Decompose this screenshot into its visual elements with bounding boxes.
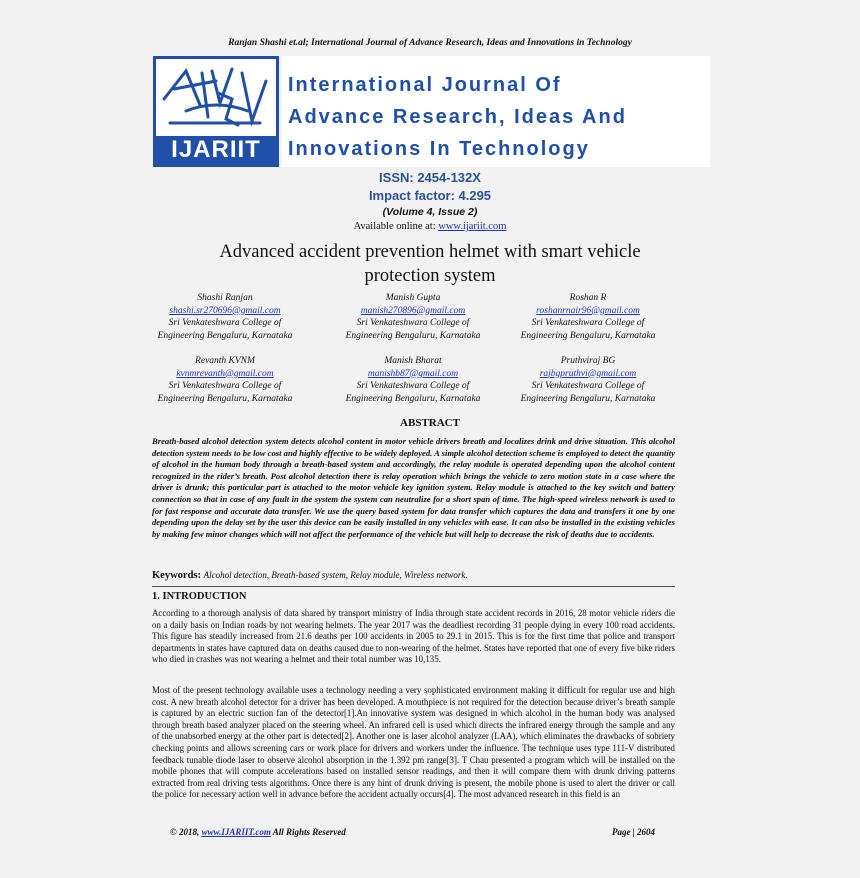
author-email[interactable]: rajbgpruthvi@gmail.com [539, 368, 637, 379]
author-affiliation: Sri Venkateshwara College of [531, 381, 645, 391]
copyright-suffix: All Rights Reserved [270, 827, 346, 837]
author-affiliation-location: Engineering Bengaluru, Karnataka [345, 330, 481, 341]
logo-emblem-icon [156, 59, 276, 137]
abstract-text: Breath-based alcohol detection system detects alcohol content in motor vehicle drivers breath and localizes drink and drive situation. This alcohol detection system needs to be low cost and highly effective to be widely deployed. A simple alcohol detection scheme is employed to detect the quantity of alcohol in the human body through a breath-based system and accordingly, the relay module is operated depending upon the alcohol content recognized in the rider’s breath. Post alcohol detection there is relay operation which brings the vehicle to zero motion state in a case where the driver is drunk; this particular part is attached to the motor vehicle key ignition system. Relay module is attached to the key switch and battery connection so that in case of any fault in the system the system can neutralize for a short span of time. The high-speed wireless network is used to for fast response and accurate data transfer. We use the query based system for data transfer which captures the data and transfers it one by one depending upon the delay set by the user this device can be easily installed in any vehicles with ease. It can also be installed in the existing vehicles by making few minor changes which will not affect the performance of the vehicle but will help to decrease the risk of deaths due to accidents. [152, 436, 675, 539]
author-email[interactable]: shashi.sr270696@gmail.com [169, 305, 281, 316]
author-name: Pruthviraj BG [560, 356, 616, 366]
intro-paragraph-2: Most of the present technology available uses a technology needing a very sophisticated environment making it difficult for regular use and high cost. A new breath alcohol detector for a driver has been developed. A mouthpiece is not required for the detection because driver’s breath sample is captured by an electric suction fan of the detector[1].An innovative system was designed in which alcohol in the human body was analysed through breath based analyzer placed on the steering wheel. An infrared cell is used which directs the infrared energy through the sample and any of the unabsorbed energy at the other part is detected[2]. Another one is laser alcohol analyzer (LAA), which eliminates the drawbacks of sobriety checking points and allows screening cars or work place for drivers and workers under the influence. The technique uses type 111-V distributed feedback tunable diode laser to observe alcohol absorption in the 1.392 pm range[3]. T Chau presented a program which will be installed on the mobile phones that will compute accelerations based on installed sensor readings, and then it will compare them with drunk driving patterns extracted from real driving tests algorithms. Once there is any hint of drunk driving is present, the mobile phone is used to alert the driver or call the police for necessary action well in advance before the accident actually occurs[4]. The most advanced research in this field is an [152, 685, 675, 800]
page-number: Page | 2604 [612, 827, 655, 837]
author-email[interactable]: roshanrnair96@gmail.com [536, 305, 640, 316]
available-online [0, 221, 860, 232]
author-block [498, 355, 678, 405]
author-name: Manish Gupta [385, 293, 441, 303]
author-email[interactable]: manish270896@gmail.com [360, 305, 466, 316]
author-affiliation: Sri Venkateshwara College of [531, 318, 645, 328]
copyright-prefix: © 2018, [170, 827, 202, 837]
author-email[interactable]: manishb87@gmail.com [367, 368, 459, 379]
author-affiliation: Sri Venkateshwara College of [168, 318, 282, 328]
footer-copyright [170, 827, 346, 837]
author-affiliation-location: Engineering Bengaluru, Karnataka [520, 330, 656, 341]
author-block [498, 292, 678, 342]
author-affiliation-location: Engineering Bengaluru, Karnataka [157, 393, 293, 404]
author-affiliation-location: Engineering Bengaluru, Karnataka [520, 393, 656, 404]
author-block [135, 292, 315, 342]
logo-text: IJARIIT [156, 136, 276, 164]
journal-logo [153, 56, 279, 167]
title-line-1: Advanced accident prevention helmet with smart vehicle [219, 242, 641, 262]
keywords-label: Keywords: [152, 570, 201, 581]
abstract-heading: ABSTRACT [400, 417, 460, 429]
keywords-text: Alcohol detection, Breath-based system, Relay module, Wireless network. [203, 570, 468, 580]
running-head: Ranjan Shashi et.al; International Journal of Advance Research, Ideas and Innovations in Technology [228, 38, 632, 48]
author-block [135, 355, 315, 405]
author-affiliation-location: Engineering Bengaluru, Karnataka [345, 393, 481, 404]
footer-website-link[interactable]: www.IJARIIT.com [201, 827, 271, 837]
author-block [323, 355, 503, 405]
keywords [152, 570, 675, 581]
impact-factor: Impact factor: 4.295 [368, 188, 492, 203]
author-affiliation-location: Engineering Bengaluru, Karnataka [157, 330, 293, 341]
author-name: Revanth KVNM [195, 356, 255, 366]
author-affiliation: Sri Venkateshwara College of [356, 318, 470, 328]
journal-masthead [282, 56, 710, 167]
masthead-line-2: Advance Research, Ideas And [288, 106, 627, 128]
paper-title [150, 240, 710, 288]
section-heading: 1. INTRODUCTION [152, 591, 247, 602]
masthead-line-1: International Journal Of [288, 74, 562, 96]
author-affiliation: Sri Venkateshwara College of [168, 381, 282, 391]
author-email[interactable]: kvnmrevanth@gmail.com [176, 368, 274, 379]
author-name: Roshan R [569, 293, 607, 303]
author-name: Manish Bharat [384, 356, 442, 366]
author-name: Shashi Ranjan [197, 293, 253, 303]
intro-paragraph-1: According to a thorough analysis of data shared by transport ministry of India through state accident records in 2016, 28 motor vehicle riders die on a daily basis on Indian roads by not wearing helmets. The year 2017 was the deadliest recording 31 people dying in every 100 road accidents. This figure has steadily increased from 21.6 deaths per 100 accidents in 2005 to 29.1 in 2015. This is for the first time that police and transport departments in states have captured data on deaths caused due to non-wearing of the helmet. States have reported that one of every five bike riders who died in crashes was not wearing a helmet and their total number was 10,135. [152, 608, 675, 665]
section-divider [152, 586, 675, 587]
journal-website-link[interactable]: www.ijariit.com [438, 221, 507, 232]
author-block [323, 292, 503, 342]
available-label: Available online at: [353, 221, 439, 232]
title-line-2: protection system [364, 266, 496, 286]
volume-issue: (Volume 4, Issue 2) [382, 206, 478, 218]
issn: ISSN: 2454-132X [379, 170, 481, 185]
author-affiliation: Sri Venkateshwara College of [356, 381, 470, 391]
masthead-line-3: Innovations In Technology [288, 138, 590, 160]
